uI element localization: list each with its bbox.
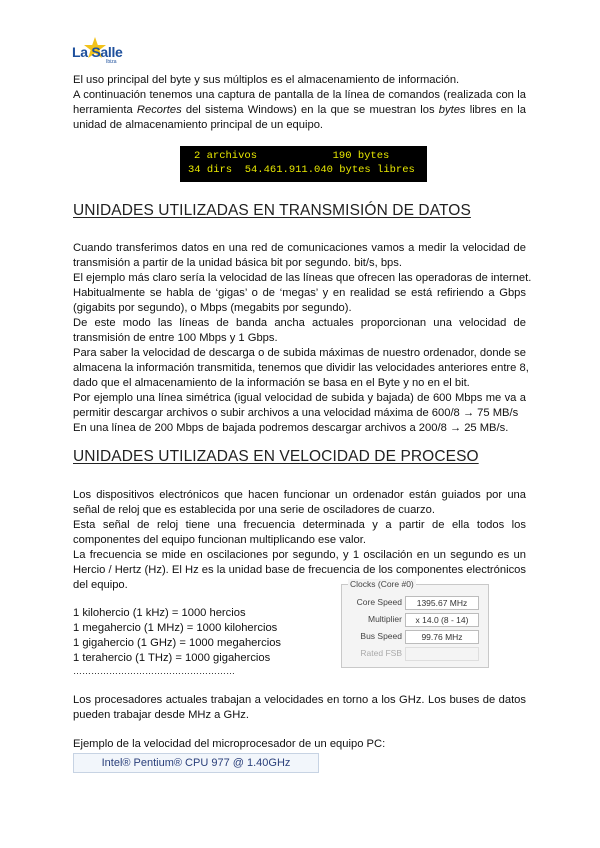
paragraph-line: permitir descargar archivos o subir archivos a una velocidad máxima de 600/8 → 75 MB/s <box>73 407 519 419</box>
paragraph-line: señal de reloj que es establecida por una serie de osciladores de cuarzo. <box>73 504 435 516</box>
clocks-label: Bus Speed <box>360 631 402 641</box>
clocks-label: Rated FSB <box>360 648 402 658</box>
intro-text: libres en la <box>465 104 526 116</box>
clocks-value <box>405 647 479 661</box>
paragraph-line: transmisión a partir de la unidad básica bit por segundo. bit/s, bps. <box>73 257 402 269</box>
paragraph-line: transmisión de entre 100 Mbps y 1 Gbps. <box>73 332 278 344</box>
clocks-value: 1395.67 MHz <box>405 596 479 610</box>
intro-line-2: A continuación tenemos una captura de pantalla de la línea de comandos (realizada con la <box>73 89 526 101</box>
cpu-name-field: Intel® Pentium® CPU 977 @ 1.40GHz <box>73 753 319 773</box>
intro-line-3 <box>73 103 526 118</box>
clocks-panel <box>341 579 489 668</box>
paragraph-line: La frecuencia se mide en oscilaciones por segundo, y 1 oscilación en un segundo es un <box>73 549 526 561</box>
paragraph-line: Hercio / Hertz (Hz). El Hz es la unidad base de frecuencia de los componentes electrónicos <box>73 564 526 576</box>
paragraph-line: El ejemplo más claro sería la velocidad de las líneas que ofrecen las operadoras de internet. <box>73 272 532 284</box>
unit-list-item: 1 terahercio (1 THz) = 1000 gigahercios <box>73 652 271 664</box>
terminal-row-files: 2 archivos 190 bytes <box>194 150 390 162</box>
logo <box>72 36 142 66</box>
intro-italic-recortes: Recortes <box>136 104 182 116</box>
unit-list-item: 1 megahercio (1 MHz) = 1000 kilohercios <box>73 622 278 634</box>
paragraph-line: Los procesadores actuales trabajan a velocidades en torno a los GHz. Los buses de datos <box>73 694 526 706</box>
logo-text: La Salle <box>72 44 123 60</box>
intro-text: herramienta <box>73 104 137 116</box>
section-heading-proceso: UNIDADES UTILIZADAS EN VELOCIDAD DE PROCESO <box>73 448 479 465</box>
intro-line-1: El uso principal del byte y sus múltiplos es el almacenamiento de información. <box>73 74 460 86</box>
paragraph-line: del equipo. <box>73 579 128 591</box>
paragraph-line: pueden trabajar desde MHz a GHz. <box>73 709 249 721</box>
clocks-legend: Clocks (Core #0) <box>350 579 414 589</box>
unit-list-item: 1 gigahercio (1 GHz) = 1000 megahercios <box>73 637 282 649</box>
paragraph-line: En una línea de 200 Mbps de bajada podremos descargar archivos a 200/8 → 25 MB/s. <box>73 422 509 434</box>
paragraph-line: Ejemplo de la velocidad del microprocesador de un equipo PC: <box>73 738 386 750</box>
intro-line-4: unidad de almacenamiento principal de un equipo. <box>73 119 324 131</box>
paragraph-line: De este modo las líneas de banda ancha actuales proporcionan una velocidad de <box>73 317 526 329</box>
paragraph-line: Cuando transferimos datos en una red de comunicaciones vamos a medir la velocidad de <box>73 242 526 254</box>
terminal-row-dirs: 34 dirs 54.461.911.040 bytes libres <box>188 164 415 176</box>
paragraph-line: Los dispositivos electrónicos que hacen funcionar un ordenador están guiados por una <box>73 489 526 501</box>
terminal-screenshot <box>180 146 427 182</box>
paragraph-line: dado que el almacenamiento de la información se basa en el Byte y no en el bit. <box>73 377 470 389</box>
intro-text: del sistema Windows) en la que se muestran los <box>181 104 439 116</box>
clocks-label: Multiplier <box>367 614 402 624</box>
paragraph-line: Por ejemplo una línea simétrica (igual velocidad de subida y bajada) de 600 Mbps me va a <box>73 392 526 404</box>
unit-list-ellipsis: ……………………………………………… <box>73 666 235 676</box>
logo-subtitle: Ibiza <box>106 59 117 65</box>
clocks-value: 99.76 MHz <box>405 630 479 644</box>
paragraph-line: Para saber la velocidad de descarga o de subida máximas de nuestro ordenador, donde se <box>73 347 526 359</box>
paragraph-line: (gigabits por segundo), o Mbps (megabits por segundo). <box>73 302 352 314</box>
paragraph-line: Esta señal de reloj tiene una frecuencia determinada y a partir de ella todos los <box>73 519 526 531</box>
section-heading-transmision: UNIDADES UTILIZADAS EN TRANSMISIÓN DE DATOS <box>73 202 471 219</box>
paragraph-line: Habitualmente se habla de ‘gigas’ o de ‘megas’ y en realidad se está refiriendo a Gbps <box>73 287 526 299</box>
clocks-label: Core Speed <box>356 597 402 607</box>
paragraph-line: almacena la información transmitida, tenemos que dividir las velocidades anteriores entre 8, <box>73 362 529 374</box>
intro-italic-bytes: bytes <box>438 104 466 116</box>
clocks-value: x 14.0 (8 - 14) <box>405 613 479 627</box>
unit-list-item: 1 kilohercio (1 kHz) = 1000 hercios <box>73 607 246 619</box>
paragraph-line: componentes del equipo funcionan multiplicando ese valor. <box>73 534 366 546</box>
